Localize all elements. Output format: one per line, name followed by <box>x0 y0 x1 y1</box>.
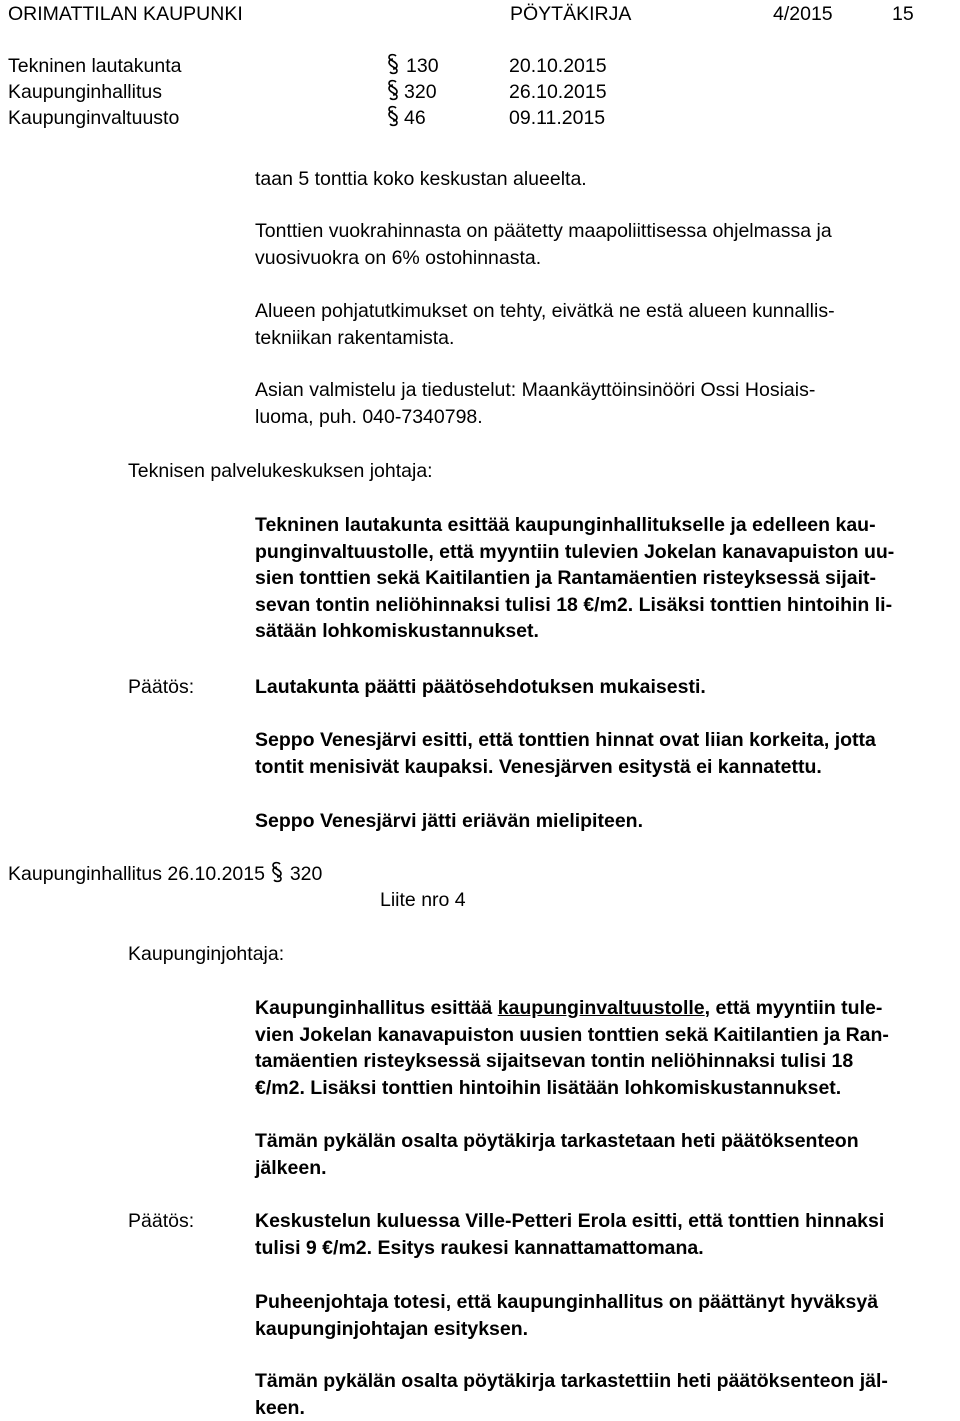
text-line: luoma, puh. 040-7340798. <box>255 404 955 431</box>
decision-label: Päätös: <box>128 1208 194 1234</box>
paragraph-counterproposal <box>255 1208 955 1261</box>
text-line: punginvaltuustolle, että myyntiin tulevien Jokelan kanavapuiston uu- <box>255 539 955 566</box>
board-reference-name: Kaupunginhallitus 26.10.2015 <box>8 863 265 885</box>
organization-name: ORIMATTILAN KAUPUNKI <box>8 1 243 27</box>
paragraph-approval <box>255 1289 955 1342</box>
text-line: tulisi 9 €/m2. Esitys raukesi kannattamattomana. <box>255 1235 955 1262</box>
paragraph-contact <box>255 377 955 430</box>
text-segment: Kaupunginhallitus esittää <box>255 997 498 1019</box>
paragraph-minutes-checked <box>255 1368 955 1421</box>
text-line: vuosivuokra on 6% ostohinnasta. <box>255 245 955 272</box>
document-type: PÖYTÄKIRJA <box>510 1 631 27</box>
paragraph-ground-surveys <box>255 298 955 351</box>
paragraph-objection <box>255 727 955 780</box>
section-number: 130 <box>406 53 439 79</box>
paragraph-plots <box>255 166 955 193</box>
text-segment: , että myyntiin tule- <box>705 997 883 1019</box>
section-sign-icon <box>386 79 400 105</box>
paragraph-lease-price <box>255 218 955 271</box>
text-line: tontit menisivät kaupaksi. Venesjärven esitystä ei kannatettu. <box>255 754 955 781</box>
section-sign-icon <box>270 861 284 883</box>
paragraph-minutes-check <box>255 1128 955 1181</box>
text-line: sätään lohkomiskustannukset. <box>255 618 955 645</box>
text-line: Puheenjohtaja totesi, että kaupunginhallitus on päättänyt hyväksyä <box>255 1289 955 1316</box>
text-line: Asian valmistelu ja tiedustelut: Maankäyttöinsinööri Ossi Hosiais- <box>255 377 955 404</box>
page-number: 15 <box>892 1 914 27</box>
text-line: Tämän pykälän osalta pöytäkirja tarkastetaan heti päätöksenteon <box>255 1128 955 1155</box>
text-line: sien tonttien sekä Kaitilantien ja Rantamäentien risteyksessä sijait- <box>255 565 955 592</box>
section-sign-icon <box>386 105 400 131</box>
body-name: Kaupunginvaltuusto <box>8 105 179 131</box>
board-reference <box>8 861 322 887</box>
text-line: Tämän pykälän osalta pöytäkirja tarkastettiin heti päätöksenteon jäl- <box>255 1368 955 1395</box>
body-name: Kaupunginhallitus <box>8 79 162 105</box>
text-line: vien Jokelan kanavapuiston uusien tonttien sekä Kaitilantien ja Ran- <box>255 1022 955 1049</box>
text-line: sevan tontin neliöhinnaksi tulisi 18 €/m2. Lisäksi tonttien hintoihin li- <box>255 592 955 619</box>
text-line: taan 5 tonttia koko keskustan alueelta. <box>255 166 955 193</box>
text-line: Tekninen lautakunta esittää kaupunginhallitukselle ja edelleen kau- <box>255 512 955 539</box>
text-line: Tonttien vuokrahinnasta on päätetty maapoliittisessa ohjelmassa ja <box>255 218 955 245</box>
text-line: tekniikan rakentamista. <box>255 325 955 352</box>
text-line: Lautakunta päätti päätösehdotuksen mukaisesti. <box>255 674 955 701</box>
decision-label: Päätös: <box>128 674 194 700</box>
section-number: 320 <box>404 79 437 105</box>
text-line: jälkeen. <box>255 1155 955 1182</box>
board-reference-section: 320 <box>290 863 323 885</box>
decision-text <box>255 674 955 701</box>
meeting-date: 20.10.2015 <box>509 53 607 79</box>
text-line: tamäentien risteyksessä sijaitsevan tontin neliöhinnaksi tulisi 18 <box>255 1048 955 1075</box>
text-line: kaupunginjohtajan esityksen. <box>255 1316 955 1343</box>
section-sign-icon <box>386 53 400 79</box>
meeting-date: 26.10.2015 <box>509 79 607 105</box>
text-line: Seppo Venesjärvi esitti, että tonttien hinnat ovat liian korkeita, jotta <box>255 727 955 754</box>
proposal-city-board <box>255 995 955 1101</box>
technical-head-label: Teknisen palvelukeskuksen johtaja: <box>128 458 433 484</box>
text-line: €/m2. Lisäksi tonttien hintoihin lisätään lohkomiskustannukset. <box>255 1075 955 1102</box>
text-line <box>255 995 955 1022</box>
proposal-technical-board <box>255 512 955 645</box>
meeting-date: 09.11.2015 <box>509 105 605 131</box>
text-line: keen. <box>255 1395 955 1421</box>
body-name: Tekninen lautakunta <box>8 53 181 79</box>
section-number: 46 <box>404 105 426 131</box>
document-number: 4/2015 <box>773 1 833 27</box>
paragraph-dissent <box>255 808 955 835</box>
text-line: Keskustelun kuluessa Ville-Petteri Erola esitti, että tonttien hinnaksi <box>255 1208 955 1235</box>
mayor-label: Kaupunginjohtaja: <box>128 941 284 967</box>
attachment-label: Liite nro 4 <box>380 887 466 913</box>
text-line: Seppo Venesjärvi jätti eriävän mielipiteen. <box>255 808 955 835</box>
text-line: Alueen pohjatutkimukset on tehty, eivätkä ne estä alueen kunnallis- <box>255 298 955 325</box>
council-link[interactable]: kaupunginvaltuustolle <box>498 997 705 1019</box>
